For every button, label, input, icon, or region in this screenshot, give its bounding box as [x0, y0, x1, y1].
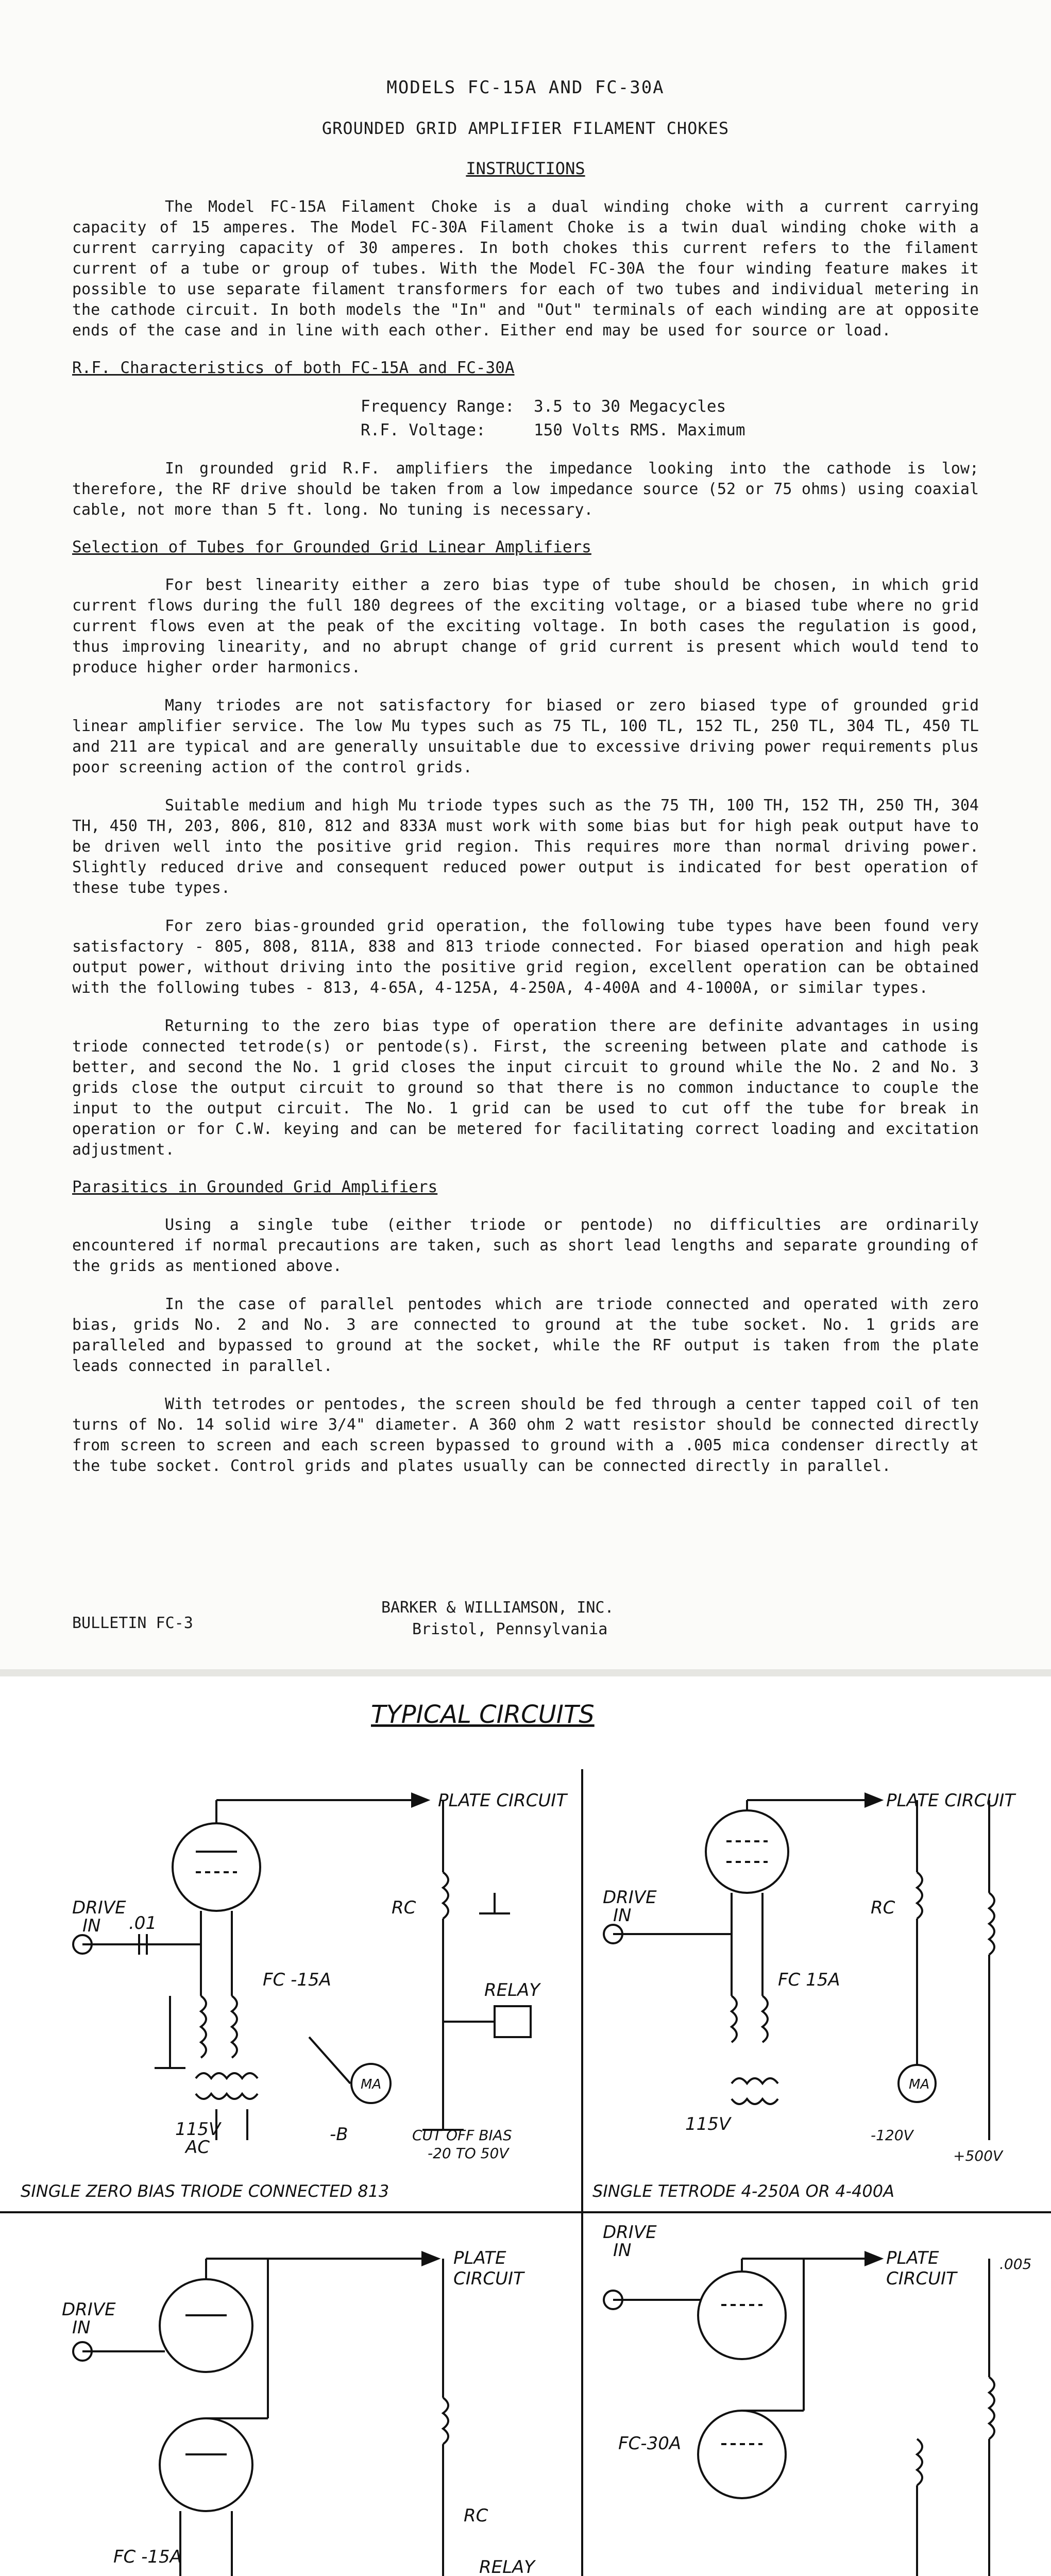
label-rc: RC: [392, 1897, 416, 1918]
selection-paragraph-2: Many triodes are not satisfactory for biased or zero biased type of grounded grid linear amplifier service. The low Mu types such as 75 TL, 100 TL, 152 TL, 250 TL, 304 TL, 450 TL and 211 are typical and are generally unsuitable due to excessive driving power requirements plus poor screening action of the control grids.: [72, 697, 979, 776]
caption-single-tetrode: SINGLE TETRODE 4-250A OR 4-400A: [592, 2181, 894, 2201]
tube-symbol: [160, 2418, 252, 2511]
tube-symbol: [173, 1823, 260, 1911]
circuit-two-tetrodes: [604, 2252, 994, 2576]
label-drive-4: DRIVE: [603, 2222, 657, 2243]
document-subtitle: GROUNDED GRID AMPLIFIER FILAMENT CHOKES: [321, 118, 730, 138]
tube-symbol: [698, 2411, 786, 2498]
label-drive-2: DRIVE: [603, 1887, 657, 1908]
label-fc15a-3: FC -15A: [113, 2547, 182, 2567]
selection-paragraph-5: Returning to the zero bias type of operation there are definite advantages in using triode connected tetrode(s) or pentode(s). First, the screening between plate and cathode is better, and second the No. 1 grid closes the input circuit to ground while the No. 2 and No. 3 grids close the output circuit to ground so that there is no common inductance to couple the input to the output circuit. The No. 1 grid can be used to cut off the tube for break in operation or for C.W. keying and can be metered for facilitating correct loading and excitation adjustment.: [72, 1017, 979, 1159]
label-115v-2: 115V: [685, 2114, 731, 2134]
parasitics-paragraph-3: With tetrodes or pentodes, the screen should be fed through a center tapped coil of ten turns of No. 14 solid wire 3/4" diameter. A 360 ohm 2 watt resistor should be connected directly from screen to screen and each screen bypassed to ground with a .005 mica condenser directly at the tube socket. Control grids and plates usually can be connected directly in parallel.: [72, 1395, 979, 1475]
label-rc-2: RC: [871, 1897, 895, 1918]
parasitics-paragraph-2: In the case of parallel pentodes which are triode connected and operated with zero bias, grids No. 2 and No. 3 are connected to ground at the tube socket. No. 1 grids are paralleled and bypassed to ground at the socket, while the RF output is taken from the plate leads connected in parallel.: [72, 1295, 979, 1375]
tube-symbol: [706, 1810, 788, 1893]
spec-voltage: R.F. Voltage: 150 Volts RMS. Maximum: [361, 421, 745, 439]
label-fc15a-2: FC 15A: [778, 1970, 840, 1990]
selection-paragraph-4: For zero bias-grounded grid operation, the following tube types have been found very satisfactory - 805, 808, 811A, 838 and 813 triode connected. For biased operation and high peak output power, without driving into the positive grid region, excellent operation can be obtained with the following tubes - 813, 4-65A, 4-125A, 4-250A, 4-400A and 4-1000A, or similar types.: [72, 917, 979, 997]
circuit-drawings: [0, 1676, 1051, 2576]
label-bias-range: -20 TO 50V: [428, 2145, 509, 2162]
arrow-icon: [866, 2252, 881, 2265]
arrow-icon: [412, 1794, 428, 1806]
company-address: Bristol, Pennsylvania: [412, 1620, 608, 1638]
label-drive-3: DRIVE: [62, 2299, 116, 2320]
relay-box: [495, 2006, 531, 2037]
instructions-heading: INSTRUCTIONS: [466, 159, 585, 178]
parasitics-heading: Parasitics in Grounded Grid Amplifiers: [72, 1178, 438, 1196]
tube-symbol: [698, 2272, 786, 2359]
bulletin-number: BULLETIN FC-3: [72, 1614, 193, 1632]
rf-heading: R.F. Characteristics of both FC-15A and FC-30A: [72, 359, 515, 377]
label-in-4: IN: [613, 2240, 632, 2261]
selection-paragraph-1: For best linearity either a zero bias type of tube should be chosen, in which grid current flows during the full 180 degrees of the exciting voltage, or a biased tube where no grid current flows even at the peak of the exciting voltage. In both cases the regulation is good, thus improving linearity, and no abrupt change of grid current is present which would tend to produce higher order harmonics.: [72, 576, 979, 676]
circuit-single-triode: [73, 1794, 531, 2140]
tube-symbol: [160, 2279, 252, 2372]
label-plate: PLATE: [453, 2248, 506, 2268]
label-rc-3: RC: [464, 2505, 488, 2526]
label-circuit-4: CIRCUIT: [886, 2268, 957, 2289]
label-plus-500v: +500V: [953, 2147, 1003, 2164]
parasitics-paragraph-1: Using a single tube (either triode or pentode) no difficulties are ordinarily encountered if normal precautions are taken, such as short lead lengths and separate grounding of the grids as mentioned above.: [72, 1216, 979, 1275]
label-115v: 115V: [175, 2119, 221, 2140]
arrow-icon: [422, 2252, 438, 2265]
spec-frequency: Frequency Range: 3.5 to 30 Megacycles: [361, 397, 726, 416]
label-drive: DRIVE: [72, 1897, 126, 1918]
page-separator: [0, 1669, 1051, 1676]
sheet-body: [72, 77, 979, 1494]
label-in: IN: [82, 1916, 101, 1936]
caption-single-triode: SINGLE ZERO BIAS TRIODE CONNECTED 813: [21, 2181, 389, 2201]
circuit-two-triodes: [73, 2252, 526, 2576]
label-relay: RELAY: [484, 1980, 540, 2001]
label-in-2: IN: [613, 1905, 632, 1926]
label-fc30a: FC-30A: [618, 2433, 682, 2454]
label-cap-01: .01: [129, 1913, 157, 1934]
document-title: MODELS FC-15A AND FC-30A: [386, 77, 665, 98]
selection-heading: Selection of Tubes for Grounded Grid Linear Amplifiers: [72, 538, 591, 556]
label-in-3: IN: [72, 2317, 91, 2338]
label-minus-120v: -120V: [871, 2127, 913, 2144]
label-plate-circuit: PLATE CIRCUIT: [438, 1790, 567, 1811]
rf-paragraph: In grounded grid R.F. amplifiers the impedance looking into the cathode is low; therefore, the RF drive should be taken from a low impedance source (52 or 75 ohms) using coaxial cable, not more than 5 ft. long. No tuning is necessary.: [72, 460, 979, 519]
company-name: BARKER & WILLIAMSON, INC.: [381, 1599, 614, 1617]
label-circuit: CIRCUIT: [453, 2268, 524, 2289]
circuit-single-tetrode: [604, 1794, 994, 2140]
label-plate-4: PLATE: [886, 2248, 939, 2268]
selection-paragraph-3: Suitable medium and high Mu triode types such as the 75 TH, 100 TH, 152 TH, 250 TH, 304 TH, 450 TH, 203, 806, 810, 812 and 833A must work with some bias but for high peak output have to be driven well into the positive grid region. This requires more than normal driving power. Slightly reduced drive and consequent reduced power output is indicated for best operation of these tube types.: [72, 796, 979, 897]
circuit-drawings-svg: [0, 1676, 1051, 2576]
drawings-heading: TYPICAL CIRCUITS: [371, 1700, 595, 1729]
label-ma-2: MA: [909, 2077, 930, 2092]
label-ac: AC: [185, 2137, 210, 2158]
label-cut-off-bias: CUT OFF BIAS: [412, 2127, 512, 2144]
label-plate-circuit-2: PLATE CIRCUIT: [886, 1790, 1015, 1811]
arrow-icon: [866, 1794, 881, 1806]
label-ma: MA: [361, 2077, 382, 2092]
label-fc15a: FC -15A: [263, 1970, 331, 1990]
label-minus-b: -B: [330, 2124, 348, 2145]
intro-paragraph: The Model FC-15A Filament Choke is a dual winding choke with a current carrying capacity of 15 amperes. The Model FC-30A Filament Choke is a twin dual winding choke with a current carrying capacity of 30 amperes. In both chokes this current refers to the filament current of a tube or group of tubes. With the Model FC-30A the four winding feature makes it possible to use separate filament transformers for each of two tubes and individual metering in the cathode circuit. In both models the "In" and "Out" terminals of each winding are at opposite ends of the case and in line with each other. Either end may be used for source or load.: [72, 198, 979, 340]
label-cap-005: .005: [999, 2256, 1032, 2273]
label-relay-3: RELAY: [479, 2557, 535, 2576]
